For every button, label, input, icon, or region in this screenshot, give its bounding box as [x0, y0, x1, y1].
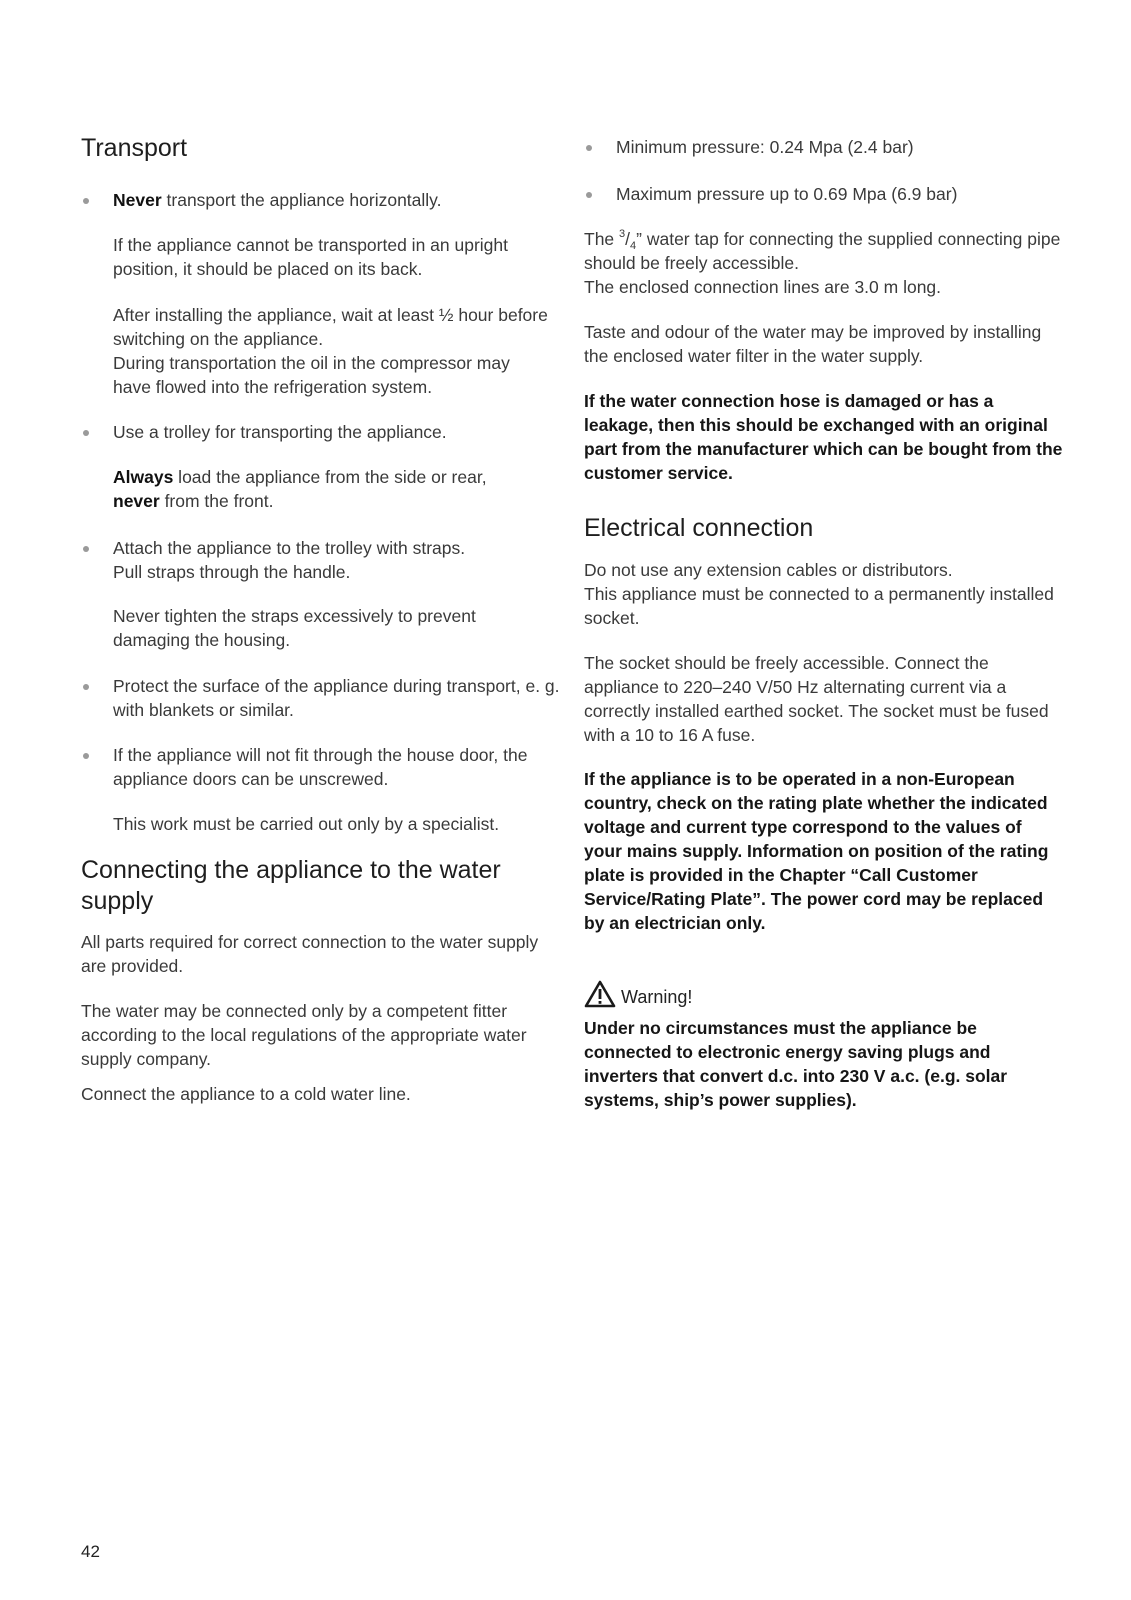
bullet-text: If the appliance will not fit through the house door, the appliance doors can be unscrewed. — [113, 745, 528, 789]
load-text-2: from the front. — [159, 491, 274, 511]
tap-line-2: The enclosed connection lines are 3.0 m long. — [584, 277, 942, 297]
bullet-text: Use a trolley for transporting the appliance. — [113, 422, 447, 442]
bullet-dot-icon — [586, 145, 592, 151]
bullet-dot-icon — [83, 430, 89, 436]
taste-paragraph: Taste and odour of the water may be improved by installing the enclosed water filter in the water supply. — [584, 322, 1042, 366]
bullet-text: Minimum pressure: 0.24 Mpa (2.4 bar) — [616, 137, 914, 157]
wait-paragraph: After installing the appliance, wait at least ½ hour before switching on the appliance. — [113, 305, 548, 349]
water-heading: Connecting the appliance to the water supply — [81, 856, 501, 915]
warning-triangle-icon — [584, 980, 616, 1008]
tap-sup: 3 — [619, 228, 626, 240]
bullet-dot-icon — [83, 546, 89, 552]
bullet-dot-icon — [83, 753, 89, 759]
bullet-text: Protect the surface of the appliance during transport, e. g. with blankets or similar. — [113, 676, 560, 720]
load-text-1: load the appliance from the side or rear, — [173, 467, 487, 487]
tap-slash: / — [625, 229, 631, 249]
bullet-dot-icon — [83, 684, 89, 690]
bullet-dot-icon — [83, 198, 89, 204]
never-emphasis: Never — [113, 190, 162, 210]
hose-warning-paragraph: If the water connection hose is damaged or has a leakage, then this should be exchanged with an original part from the manufacturer which can be bought from the customer service. — [584, 391, 1063, 483]
upright-paragraph: If the appliance cannot be transported in an upright position, it should be placed on its back. — [113, 235, 508, 279]
oil-paragraph: During transportation the oil in the compressor may have flowed into the refrigeration system. — [113, 353, 510, 397]
tap-paragraph — [584, 227, 1064, 299]
extension-paragraph — [584, 558, 1064, 630]
electrical-heading: Electrical connection — [584, 514, 814, 542]
bullet-text: Maximum pressure up to 0.69 Mpa (6.9 bar) — [616, 184, 958, 204]
energy-saving-warning: Under no circumstances must the appliance be connected to electronic energy saving plugs and inverters that convert d.c. into 230 V a.c. (e.g. solar systems, ship’s power supplies). — [584, 1018, 1008, 1110]
bullet-text: transport the appliance horizontally. — [161, 190, 442, 210]
bullet-dot-icon — [586, 192, 592, 198]
cold-water-paragraph: Connect the appliance to a cold water line. — [81, 1084, 411, 1104]
tighten-paragraph: Never tighten the straps excessively to prevent damaging the housing. — [113, 606, 476, 650]
tap-post: ” water tap for connecting the supplied connecting pipe should be freely accessible. — [584, 229, 1061, 273]
extension-line-1: Do not use any extension cables or distributors. — [584, 560, 953, 580]
warning-label-row — [584, 978, 692, 1008]
fitter-paragraph: The water may be connected only by a competent fitter according to the local regulations of the appropriate water supply company. — [81, 1001, 527, 1069]
specialist-paragraph: This work must be carried out only by a specialist. — [113, 814, 500, 834]
non-european-paragraph: If the appliance is to be operated in a non-European country, check on the rating plate whether the indicated voltage and current type correspond to the values of your mains supply. Information on position of the rating plate is provided in the Chapter “Call Customer Service/Rating Plate”. The power cord may be replaced by an electrician only. — [584, 769, 1049, 933]
page-number: 42 — [81, 1542, 100, 1561]
tap-pre: The — [584, 229, 620, 249]
transport-heading: Transport — [81, 134, 188, 162]
straps-line-2: Pull straps through the handle. — [113, 562, 351, 582]
parts-paragraph: All parts required for correct connection to the water supply are provided. — [81, 932, 539, 976]
never-emphasis-2: never — [113, 491, 160, 511]
warning-label: Warning! — [621, 987, 693, 1007]
socket-paragraph: The socket should be freely accessible. Connect the appliance to 220–240 V/50 Hz alternating current via a correctly installed earthed socket. The socket must be fused with a 10 to 16 A fuse. — [584, 653, 1049, 745]
tap-sub: 4 — [630, 240, 637, 252]
extension-line-2: This appliance must be connected to a permanently installed socket. — [584, 584, 1054, 628]
straps-line-1: Attach the appliance to the trolley with straps. — [113, 538, 466, 558]
load-paragraph — [113, 465, 551, 513]
always-emphasis: Always — [113, 467, 174, 487]
